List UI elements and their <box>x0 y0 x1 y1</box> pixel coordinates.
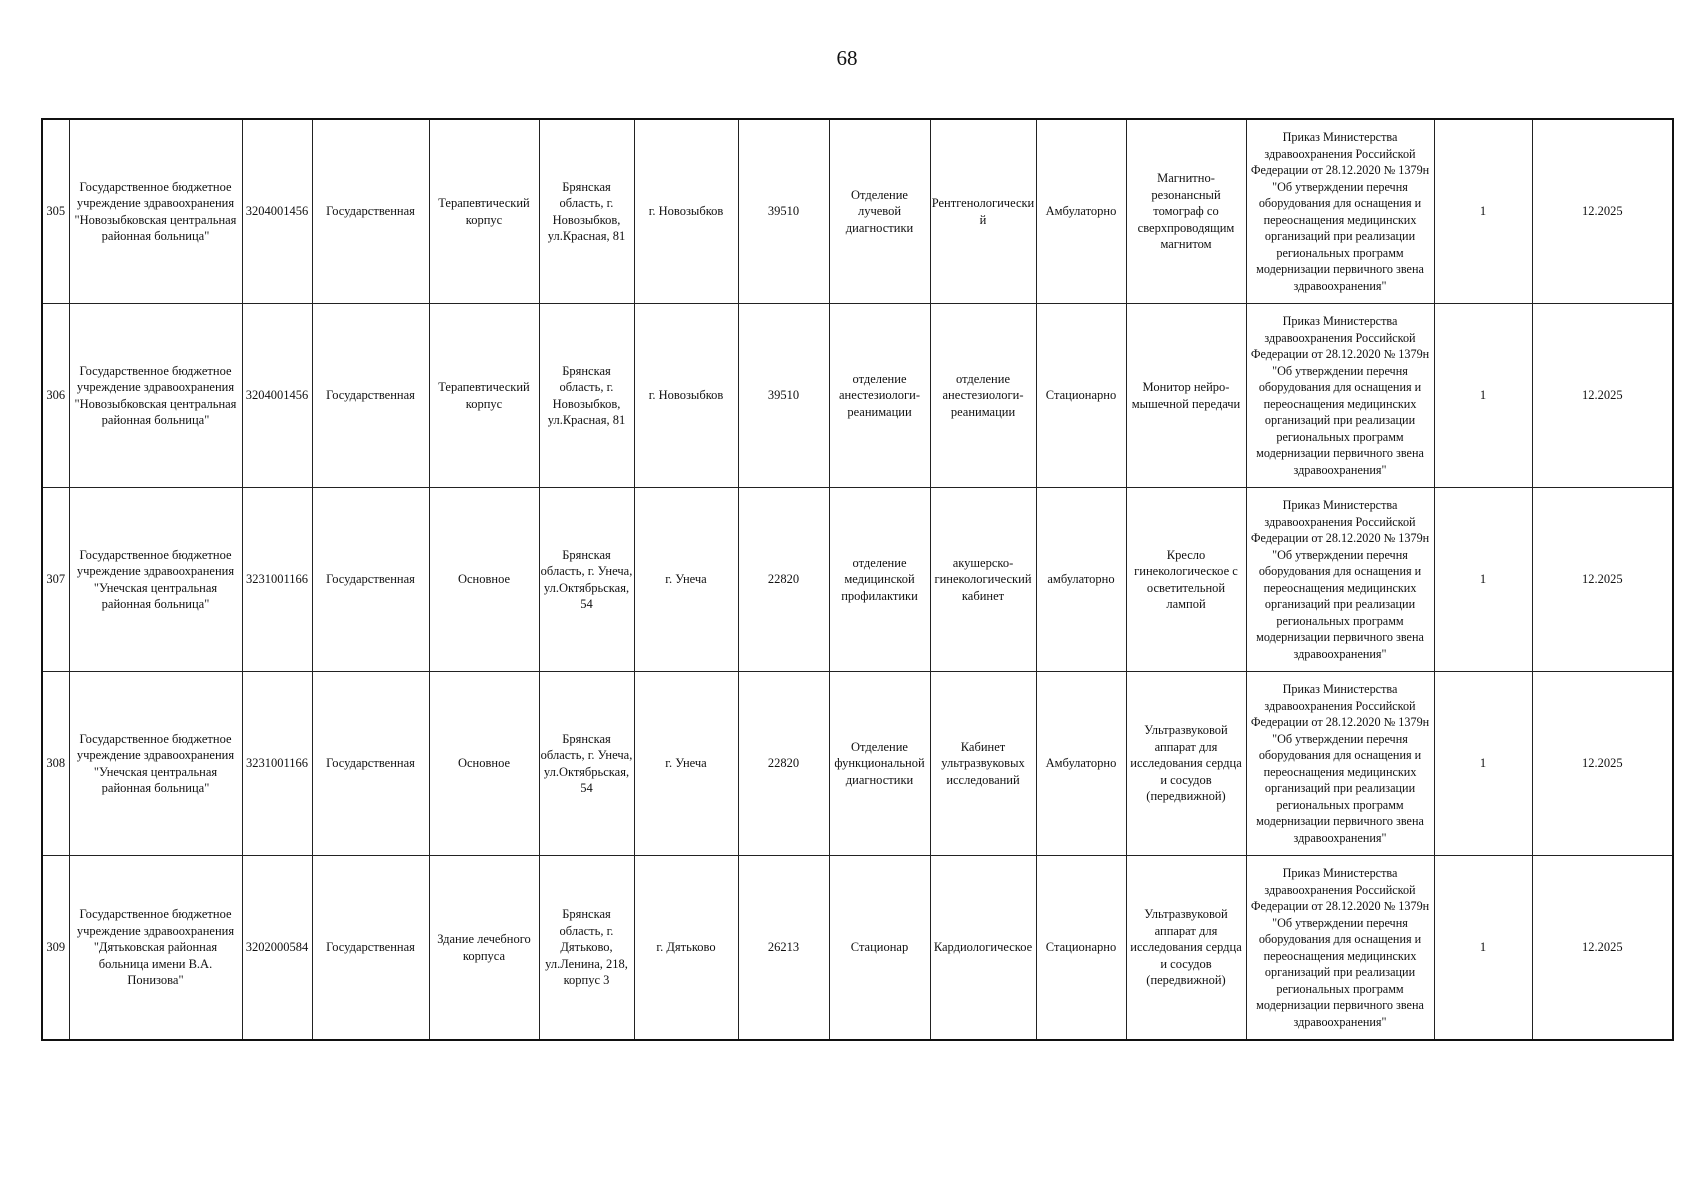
population-cell: 26213 <box>738 856 829 1041</box>
equipment-cell: Кресло гинекологическое с осветительной лампой <box>1126 488 1246 672</box>
population-cell: 22820 <box>738 488 829 672</box>
table-body <box>42 119 1673 1040</box>
regulation-cell: Приказ Министерства здравоохранения Российской Федерации от 28.12.2020 № 1379н "Об утверждении перечня оборудования для оснащения и переоснащения медицинских организаций при реализации региональных программ модернизации первичного звена здравоохранения" <box>1246 488 1434 672</box>
deadline-cell: 12.2025 <box>1532 672 1673 856</box>
unit-cell: Кардиологическое <box>930 856 1036 1041</box>
quantity-cell: 1 <box>1434 856 1532 1041</box>
row-number-cell: 307 <box>42 488 69 672</box>
equipment-table <box>41 118 1674 1041</box>
building-cell: Основное <box>429 672 539 856</box>
building-cell: Терапевтический корпус <box>429 304 539 488</box>
department-cell: Отделение лучевой диагностики <box>829 119 930 304</box>
population-cell: 39510 <box>738 304 829 488</box>
locality-cell: г. Новозыбков <box>634 119 738 304</box>
page-number: 68 <box>836 46 858 70</box>
equipment-cell: Ультразвуковой аппарат для исследования сердца и сосудов (передвижной) <box>1126 856 1246 1041</box>
ownership-cell: Государственная <box>312 304 429 488</box>
address-cell: Брянская область, г. Новозыбков, ул.Красная, 81 <box>539 304 634 488</box>
address-cell: Брянская область, г. Новозыбков, ул.Красная, 81 <box>539 119 634 304</box>
department-cell: Стационар <box>829 856 930 1041</box>
unit-cell: Рентгенологический <box>930 119 1036 304</box>
deadline-cell: 12.2025 <box>1532 488 1673 672</box>
department-cell: отделение медицинской профилактики <box>829 488 930 672</box>
building-cell: Здание лечебного корпуса <box>429 856 539 1041</box>
table-row <box>42 672 1673 856</box>
care-mode-cell: Стационарно <box>1036 304 1126 488</box>
table-row <box>42 856 1673 1041</box>
equipment-cell: Ультразвуковой аппарат для исследования сердца и сосудов (передвижной) <box>1126 672 1246 856</box>
regulation-cell: Приказ Министерства здравоохранения Российской Федерации от 28.12.2020 № 1379н "Об утверждении перечня оборудования для оснащения и переоснащения медицинских организаций при реализации региональных программ модернизации первичного звена здравоохранения" <box>1246 672 1434 856</box>
ownership-cell: Государственная <box>312 119 429 304</box>
equipment-cell: Магнитно-резонансный томограф со сверхпроводящим магнитом <box>1126 119 1246 304</box>
quantity-cell: 1 <box>1434 672 1532 856</box>
inn-cell: 3202000584 <box>242 856 312 1041</box>
locality-cell: г. Новозыбков <box>634 304 738 488</box>
table-row <box>42 119 1673 304</box>
institution-cell: Государственное бюджетное учреждение здравоохранения "Унечская центральная районная больница" <box>69 488 242 672</box>
equipment-cell: Монитор нейро-мышечной передачи <box>1126 304 1246 488</box>
care-mode-cell: Амбулаторно <box>1036 672 1126 856</box>
unit-cell: отделение анестезиологи-реанимации <box>930 304 1036 488</box>
address-cell: Брянская область, г. Дятьково, ул.Ленина, 218, корпус 3 <box>539 856 634 1041</box>
table-row <box>42 304 1673 488</box>
department-cell: отделение анестезиологи-реанимации <box>829 304 930 488</box>
address-cell: Брянская область, г. Унеча, ул.Октябрьская, 54 <box>539 488 634 672</box>
inn-cell: 3204001456 <box>242 119 312 304</box>
quantity-cell: 1 <box>1434 119 1532 304</box>
institution-cell: Государственное бюджетное учреждение здравоохранения "Дятьковская районная больница имени В.А. Понизова" <box>69 856 242 1041</box>
quantity-cell: 1 <box>1434 488 1532 672</box>
deadline-cell: 12.2025 <box>1532 856 1673 1041</box>
care-mode-cell: амбулаторно <box>1036 488 1126 672</box>
address-cell: Брянская область, г. Унеча, ул.Октябрьская, 54 <box>539 672 634 856</box>
row-number-cell: 308 <box>42 672 69 856</box>
unit-cell: Кабинет ультразвуковых исследований <box>930 672 1036 856</box>
locality-cell: г. Унеча <box>634 488 738 672</box>
locality-cell: г. Унеча <box>634 672 738 856</box>
row-number-cell: 306 <box>42 304 69 488</box>
building-cell: Основное <box>429 488 539 672</box>
care-mode-cell: Амбулаторно <box>1036 119 1126 304</box>
population-cell: 39510 <box>738 119 829 304</box>
table-row <box>42 488 1673 672</box>
ownership-cell: Государственная <box>312 672 429 856</box>
regulation-cell: Приказ Министерства здравоохранения Российской Федерации от 28.12.2020 № 1379н "Об утверждении перечня оборудования для оснащения и переоснащения медицинских организаций при реализации региональных программ модернизации первичного звена здравоохранения" <box>1246 856 1434 1041</box>
inn-cell: 3231001166 <box>242 488 312 672</box>
care-mode-cell: Стационарно <box>1036 856 1126 1041</box>
institution-cell: Государственное бюджетное учреждение здравоохранения "Новозыбковская центральная районная больница" <box>69 304 242 488</box>
inn-cell: 3204001456 <box>242 304 312 488</box>
row-number-cell: 309 <box>42 856 69 1041</box>
department-cell: Отделение функциональной диагностики <box>829 672 930 856</box>
building-cell: Терапевтический корпус <box>429 119 539 304</box>
quantity-cell: 1 <box>1434 304 1532 488</box>
unit-cell: акушерско-гинекологический кабинет <box>930 488 1036 672</box>
ownership-cell: Государственная <box>312 856 429 1041</box>
deadline-cell: 12.2025 <box>1532 304 1673 488</box>
population-cell: 22820 <box>738 672 829 856</box>
institution-cell: Государственное бюджетное учреждение здравоохранения "Унечская центральная районная больница" <box>69 672 242 856</box>
inn-cell: 3231001166 <box>242 672 312 856</box>
locality-cell: г. Дятьково <box>634 856 738 1041</box>
deadline-cell: 12.2025 <box>1532 119 1673 304</box>
regulation-cell: Приказ Министерства здравоохранения Российской Федерации от 28.12.2020 № 1379н "Об утверждении перечня оборудования для оснащения и переоснащения медицинских организаций при реализации региональных программ модернизации первичного звена здравоохранения" <box>1246 304 1434 488</box>
row-number-cell: 305 <box>42 119 69 304</box>
regulation-cell: Приказ Министерства здравоохранения Российской Федерации от 28.12.2020 № 1379н "Об утверждении перечня оборудования для оснащения и переоснащения медицинских организаций при реализации региональных программ модернизации первичного звена здравоохранения" <box>1246 119 1434 304</box>
institution-cell: Государственное бюджетное учреждение здравоохранения "Новозыбковская центральная районная больница" <box>69 119 242 304</box>
ownership-cell: Государственная <box>312 488 429 672</box>
